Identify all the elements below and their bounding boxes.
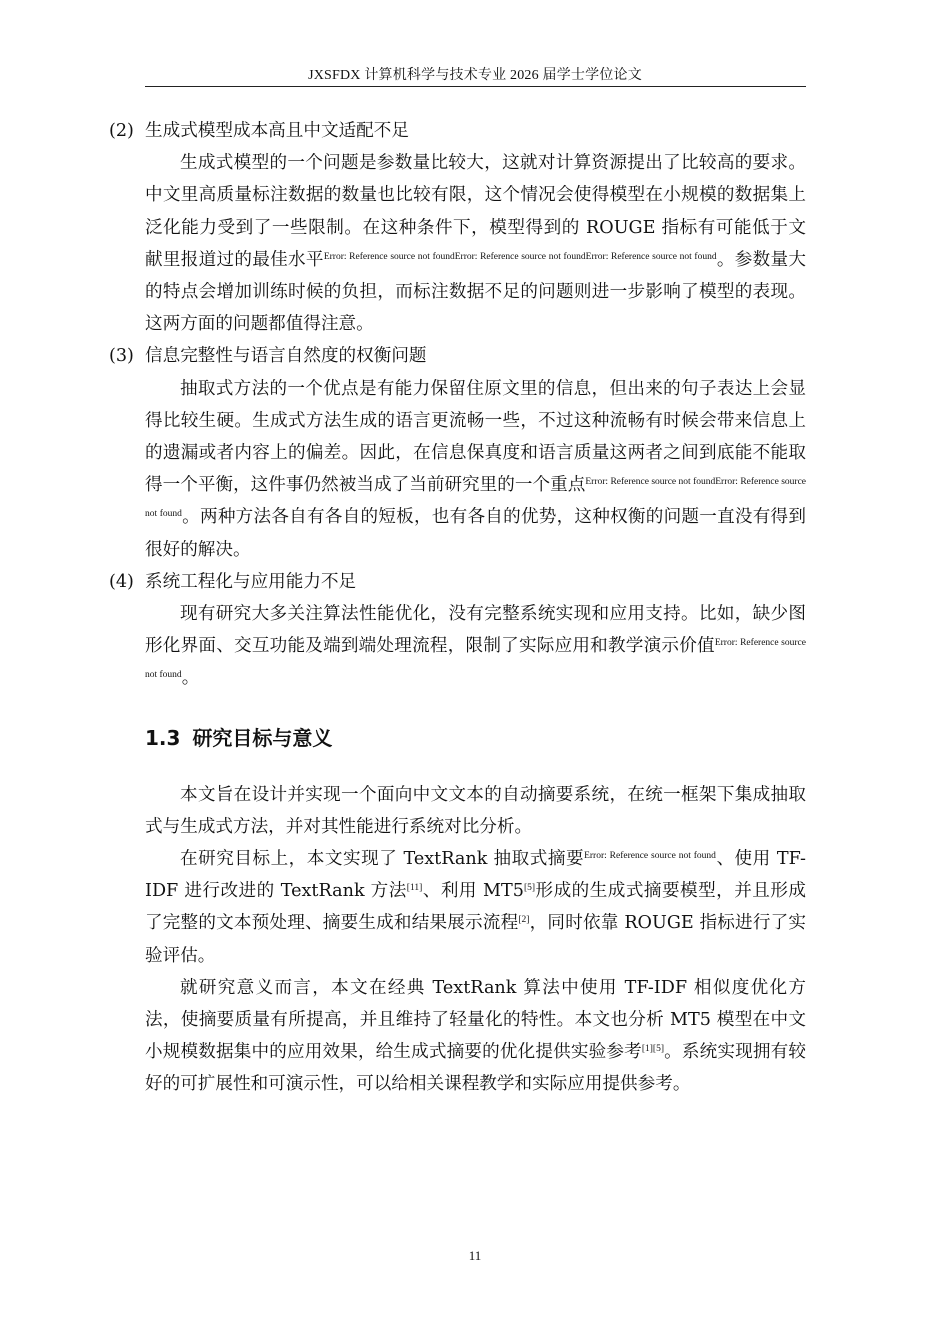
citation-ref: [2] [518,915,530,926]
list-paragraph [145,373,806,566]
list-heading: 系统工程化与应用能力不足 [145,571,357,592]
citation-ref: [5] [523,883,536,894]
citation-ref: [11] [406,883,423,894]
paragraph-text: 生成式模型的一个问题是参数量比较大，这就对计算资源提出了比较高的要求。中文里高质量标注数据的数量也比较有限，这个情况会使得模型在小规模的数据集上泛化能力受到了一些限制。在这种条件下，模型得到的 ROUGE 指标有可能低于文献里报道过的最佳水平 [145,153,806,270]
list-item-3 [109,340,806,565]
paragraph-text: 。参数量大的特点会增加训练时候的负担，而标注数据不足的问题则进一步影响了模型的表现。这两方面的问题都值得注意。 [145,249,806,335]
list-number: (4) [109,571,134,592]
citation-ref: [1][5] [641,1044,665,1055]
list-number: (3) [109,346,134,367]
citation-error: Error: Reference source not foundError: Reference source not foundError: Reference source not found [323,251,717,262]
paragraph-text: ，同时依靠 ROUGE 指标进行了实验评估。 [145,913,806,966]
paragraph-text: 。 [181,668,200,689]
paragraph-text: 形成的生成式摘要模型，并且形成了完整的文本预处理、摘要生成和结果展示流程 [145,881,806,934]
running-header: JXSFDX 计算机科学与技术专业 2026 届学士学位论文 [308,68,642,83]
list-item-4 [109,566,806,695]
paragraph-significance [145,972,806,1101]
paragraph-text: 。两种方法各自有各自的短板，也有各自的优势，这种权衡的问题一直没有得到很好的解决。 [145,507,806,560]
paragraph-text: 抽取式方法的一个优点是有能力保留住原文里的信息，但出来的句子表达上会显得比较生硬。生成式方法生成的语言更流畅一些，不过这种流畅有时候会带来信息上的遗漏或者内容上的偏差。因此，在信息保真度和语言质量这两者之间到底能不能取得一个平衡，这件事仍然被当成了当前研究里的一个重点 [145,378,806,496]
paragraph-text: 、利用 MT5 [422,881,524,902]
paragraph-text: 在研究目标上，本文实现了 TextRank 抽取式摘要 [180,849,585,870]
page-number: 11 [468,1248,482,1263]
list-number: (2) [109,121,134,141]
list-item-2 [109,115,806,340]
section-title: 研究目标与意义 [192,725,333,750]
list-paragraph [145,598,806,695]
paragraph-text: 现有研究大多关注算法性能优化，没有完整系统实现和应用支持。比如，缺少图形化界面、交互功能及端到端处理流程，限制了实际应用和教学演示价值 [145,604,806,657]
citation-error: Error: Reference source not found [584,851,716,862]
list-heading: 信息完整性与语言自然度的权衡问题 [145,346,427,367]
list-heading: 生成式模型成本高且中文适配不足 [145,121,409,141]
section-heading [145,718,806,758]
header-rule [145,86,806,87]
section-number: 1.3 [145,725,181,750]
document-body [109,115,806,1101]
paragraph-text: 、使用 TF-IDF 进行改进的 TextRank 方法 [145,849,806,902]
list-paragraph [145,147,806,340]
citation-error: Error: Reference source not foundError: Reference source not found [145,477,806,520]
paragraph-goals [145,843,806,972]
paragraph-text: 就研究意义而言，本文在经典 TextRank 算法中使用 TF-IDF 相似度优化方法，使摘要质量有所提高，并且维持了轻量化的特性。本文也分析 MT5 模型在中文小规模数据集中的应用效果，给生成式摘要的优化提供实验参考 [145,977,806,1063]
citation-error: Error: Reference source not found [145,638,806,681]
paragraph-aim: 本文旨在设计并实现一个面向中文文本的自动摘要系统，在统一框架下集成抽取式与生成式方法，并对其性能进行系统对比分析。 [145,784,806,837]
paragraph-text: 。系统实现拥有较好的可扩展性和可演示性，可以给相关课程教学和实际应用提供参考。 [145,1042,806,1095]
